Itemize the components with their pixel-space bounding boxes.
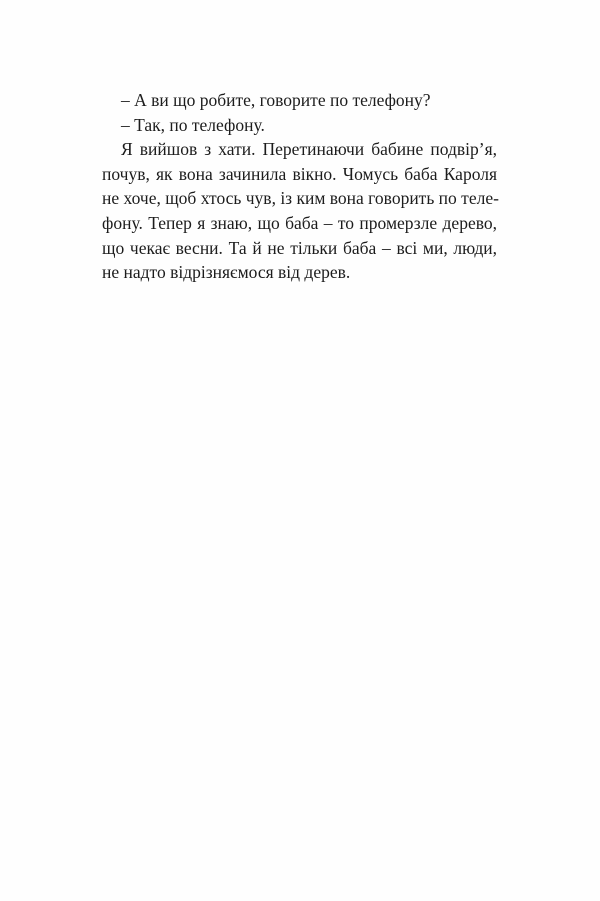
paragraph-line-5: що чекає весни. Та й не тільки баба – всі ми, люди, bbox=[102, 237, 497, 258]
dialogue-line-2: – Так, по телефону. bbox=[121, 114, 265, 135]
paragraph-line-2: почув, як вона зачинила вікно. Чомусь баба Кароля bbox=[102, 163, 497, 184]
paragraph-line-1: Я вийшов з хати. Перетинаючи бабине подвір’я, bbox=[121, 139, 497, 160]
body-text bbox=[102, 88, 497, 285]
paragraph-line-3: не хоче, щоб хтось чув, із ким вона говорить по теле- bbox=[102, 188, 499, 209]
paragraph-line-6: не надто відрізняємося від дерев. bbox=[102, 262, 351, 283]
dialogue-line-1: – А ви що робите, говорите по телефону? bbox=[121, 90, 431, 110]
paragraph-line-4: фону. Тепер я знаю, що баба – то промерзле дерево, bbox=[102, 212, 497, 233]
